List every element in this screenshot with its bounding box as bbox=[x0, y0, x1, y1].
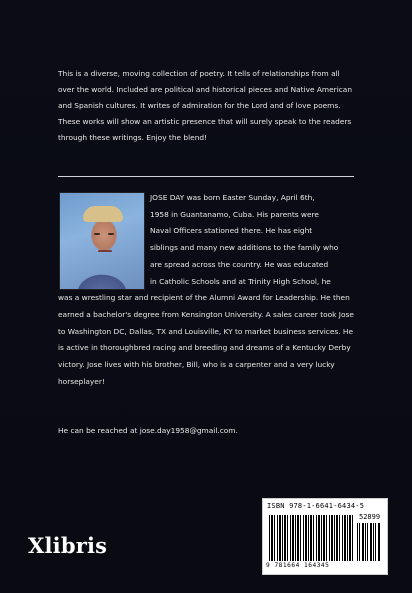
bio-line: siblings and many new additions to the family who bbox=[150, 243, 339, 253]
bio-rest: was a wrestling star and recipient of the Alumni Award for Leadership. He then earned a bachelor's degree from Kensington University. A sales career took Jose to Washington DC, Dallas, TX and Louisville, KY to market business services. He is active in thoroughbred racing and breeding and dreams of a Kentucky Derby victory. Jose lives with his brother, Bill, who is a carpenter and a very lucky horseplayer! bbox=[58, 293, 354, 386]
author-contact: He can be reached at jose.day1958@gmail.com. bbox=[58, 426, 238, 435]
publisher-logo: Xlibris bbox=[28, 533, 108, 558]
price-code: 52899 bbox=[359, 513, 381, 521]
bio-line: JOSE DAY was born Easter Sunday, April 6th, bbox=[150, 193, 315, 202]
price-barcode-bars bbox=[357, 523, 381, 561]
isbn-text: ISBN 978-1-6641-6434-5 bbox=[267, 502, 365, 510]
section-divider bbox=[58, 176, 354, 177]
bio-line: are spread across the country. He was educated bbox=[150, 259, 329, 269]
author-bio bbox=[58, 190, 356, 390]
bio-line: in Catholic Schools and at Trinity High School, he bbox=[150, 276, 331, 286]
cover-blurb: This is a diverse, moving collection of poetry. It tells of relationships from all over the world. Included are political and historical pieces and Native American and Spanish cultures. It writes of admiration for the Lord and of love poems. These works will show an artistic presence that will surely speak to the readers through these writings. Enjoy the blend! bbox=[58, 69, 353, 142]
isbn-barcode bbox=[262, 498, 388, 575]
bio-line: Naval Officers stationed there. He has eight bbox=[150, 226, 313, 236]
bio-line: 1958 in Guantanamo, Cuba. His parents were bbox=[150, 209, 319, 219]
barcode-bars bbox=[269, 515, 353, 561]
barcode-number: 9 781664 164345 bbox=[266, 562, 330, 569]
